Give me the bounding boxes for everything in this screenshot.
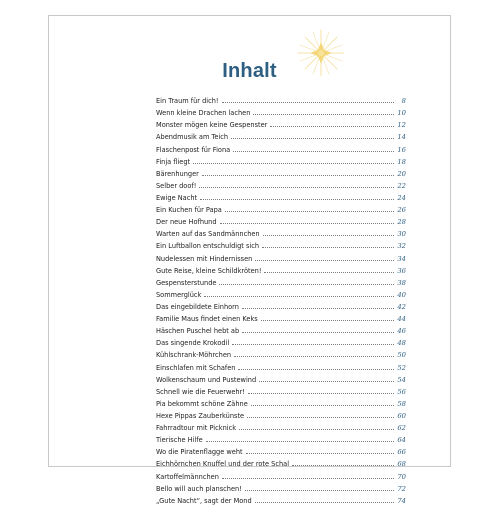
toc-entry-title: Bärenhunger xyxy=(156,169,199,178)
toc-entry-page-number: 54 xyxy=(397,375,406,384)
toc-entry-title: Finja fliegt xyxy=(156,157,191,166)
dot-leader xyxy=(292,464,394,466)
toc-entry xyxy=(156,408,406,420)
dot-leader xyxy=(242,331,394,333)
toc-entry xyxy=(156,468,406,480)
toc-entry-page-number: 52 xyxy=(397,363,406,372)
toc-entry-title: Gespensterstunde xyxy=(156,278,217,287)
dot-leader xyxy=(204,295,394,297)
toc-entry-page-number: 46 xyxy=(397,327,406,336)
toc-entry xyxy=(156,93,406,105)
toc-entry xyxy=(156,202,406,214)
toc-entry xyxy=(156,166,406,178)
book-page xyxy=(48,15,451,505)
dot-leader xyxy=(247,416,394,418)
toc-entry-page-number: 18 xyxy=(397,157,406,166)
toc-entry-page-number: 60 xyxy=(397,411,406,420)
toc-entry xyxy=(156,396,406,408)
toc-entry-title: Familie Maus findet einen Keks xyxy=(156,315,258,324)
toc-entry xyxy=(156,263,406,275)
toc-entry xyxy=(156,420,406,432)
toc-entry xyxy=(156,372,406,384)
toc-entry-title: Der neue Hofhund xyxy=(156,218,217,227)
dot-leader xyxy=(246,452,394,454)
toc-entry-title: Wo die Piratenflagge weht xyxy=(156,448,243,457)
dot-leader xyxy=(219,283,394,285)
toc-entry-page-number: 16 xyxy=(397,145,406,154)
toc-entry-title: Pia bekommt schöne Zähne xyxy=(156,399,248,408)
toc-entry xyxy=(156,226,406,238)
dot-leader xyxy=(261,319,394,321)
toc-entry xyxy=(156,481,406,493)
dot-leader xyxy=(262,246,394,248)
toc-entry-page-number: 38 xyxy=(397,278,406,287)
toc-entry-page-number: 72 xyxy=(397,484,406,493)
dot-leader xyxy=(231,137,394,139)
toc-entry-title: Fahrradtour mit Picknick xyxy=(156,424,237,433)
dot-leader xyxy=(206,440,394,442)
toc-entry xyxy=(156,117,406,129)
dot-leader xyxy=(251,404,394,406)
dot-leader xyxy=(248,392,394,394)
dot-leader xyxy=(264,271,394,273)
dot-leader xyxy=(253,113,394,115)
toc-entry-title: Ein Kuchen für Papa xyxy=(156,206,222,215)
toc-entry-title: „Gute Nacht“, sagt der Mond xyxy=(156,496,252,505)
toc-entry-page-number: 58 xyxy=(397,399,406,408)
toc-entry-title: Das singende Krokodil xyxy=(156,339,230,348)
toc-entry xyxy=(156,444,406,456)
page-title: Inhalt xyxy=(222,60,277,82)
dot-leader xyxy=(222,477,394,479)
toc-entry-title: Kartoffelmännchen xyxy=(156,472,219,481)
dot-leader xyxy=(242,307,394,309)
toc-entry-page-number: 68 xyxy=(397,460,406,469)
dot-leader xyxy=(225,210,394,212)
toc-entry-page-number: 20 xyxy=(397,169,406,178)
toc-entry xyxy=(156,214,406,226)
toc-entry-page-number: 66 xyxy=(397,448,406,457)
dot-leader xyxy=(233,150,394,152)
toc-entry xyxy=(156,129,406,141)
toc-entry-title: Schnell wie die Feuerwehr! xyxy=(156,387,245,396)
toc-entry-page-number: 30 xyxy=(397,230,406,239)
dot-leader xyxy=(220,222,394,224)
toc-entry-title: Monster mögen keine Gespenster xyxy=(156,121,268,130)
toc-entry-title: Wenn kleine Drachen lachen xyxy=(156,109,251,118)
toc-entry xyxy=(156,311,406,323)
toc-entry-title: Einschlafen mit Schafen xyxy=(156,363,236,372)
toc-entry xyxy=(156,299,406,311)
toc-entry xyxy=(156,493,406,505)
toc-entry xyxy=(156,347,406,359)
toc-entry-page-number: 62 xyxy=(397,424,406,433)
toc-entry-title: Sommerglück xyxy=(156,290,202,299)
dot-leader xyxy=(199,186,394,188)
toc-entry xyxy=(156,275,406,287)
toc-entry-page-number: 10 xyxy=(397,109,406,118)
toc-entry-page-number: 36 xyxy=(397,266,406,275)
toc-entry-title: Hexe Pippas Zauberkünste xyxy=(156,411,245,420)
toc-entry xyxy=(156,141,406,153)
toc-entry-page-number: 34 xyxy=(397,254,406,263)
dot-leader xyxy=(193,162,394,164)
toc-entry-page-number: 26 xyxy=(397,206,406,215)
dot-leader xyxy=(263,234,394,236)
dot-leader xyxy=(234,355,394,357)
toc-entry-title: Ein Luftballon entschuldigt sich xyxy=(156,242,260,251)
toc-entry-page-number: 24 xyxy=(397,193,406,202)
toc-entry-title: Nudelessen mit Hindernissen xyxy=(156,254,253,263)
dot-leader xyxy=(259,380,394,382)
toc-entry-page-number: 22 xyxy=(397,181,406,190)
toc-entry-page-number: 42 xyxy=(397,302,406,311)
toc-entry-page-number: 14 xyxy=(397,133,406,142)
toc-entry-page-number: 70 xyxy=(397,472,406,481)
toc-entry-title: Ein Traum für dich! xyxy=(156,97,219,106)
toc-entry-page-number: 74 xyxy=(397,496,406,505)
toc-entry-page-number: 32 xyxy=(397,242,406,251)
toc-entry xyxy=(156,105,406,117)
dot-leader xyxy=(270,125,394,127)
dot-leader xyxy=(200,198,394,200)
toc-entry-page-number: 56 xyxy=(397,387,406,396)
toc-entry-page-number: 12 xyxy=(397,121,406,130)
toc-entry-title: Häschen Puschel hebt ab xyxy=(156,327,240,336)
dot-leader xyxy=(255,259,394,261)
dot-leader xyxy=(255,501,394,503)
toc-entry-page-number: 50 xyxy=(397,351,406,360)
toc-entry xyxy=(156,359,406,371)
toc-entry-title: Das eingebildete Einhorn xyxy=(156,302,239,311)
toc-entry-page-number: 44 xyxy=(397,315,406,324)
toc-entry xyxy=(156,178,406,190)
toc-entry xyxy=(156,456,406,468)
toc-entry xyxy=(156,190,406,202)
toc-entry-title: Abendmusik am Teich xyxy=(156,133,229,142)
toc-entry xyxy=(156,154,406,166)
toc-entry-title: Gute Reise, kleine Schildkröten! xyxy=(156,266,262,275)
toc-entry-title: Wolkenschaum und Pustewind xyxy=(156,375,257,384)
toc-entry xyxy=(156,238,406,250)
toc-entry-title: Kühlschrank-Möhrchen xyxy=(156,351,232,360)
toc-entry-title: Ewige Nacht xyxy=(156,193,198,202)
toc-entry xyxy=(156,323,406,335)
toc-entry xyxy=(156,384,406,396)
dot-leader xyxy=(222,101,394,103)
toc-entry xyxy=(156,250,406,262)
dot-leader xyxy=(238,368,394,370)
toc-entry-page-number: 8 xyxy=(401,97,406,106)
toc-entry-title: Eichhörnchen Knuffel und der rote Schal xyxy=(156,460,290,469)
toc-entry xyxy=(156,287,406,299)
toc-entry-title: Selber doof! xyxy=(156,181,197,190)
toc-entry-page-number: 48 xyxy=(397,339,406,348)
toc-entry-page-number: 28 xyxy=(397,218,406,227)
toc-entry xyxy=(156,335,406,347)
toc-entry-title: Warten auf das Sandmännchen xyxy=(156,230,260,239)
toc-entry-title: Tierische Hilfe xyxy=(156,436,203,445)
toc-entry-page-number: 40 xyxy=(397,290,406,299)
dot-leader xyxy=(202,174,394,176)
toc-entry-page-number: 64 xyxy=(397,436,406,445)
dot-leader xyxy=(239,428,394,430)
toc-entry-title: Flaschenpost für Fiona xyxy=(156,145,231,154)
dot-leader xyxy=(245,489,394,491)
toc-entry xyxy=(156,432,406,444)
toc-entry-title: Bello will auch planschen! xyxy=(156,484,242,493)
dot-leader xyxy=(232,343,394,345)
table-of-contents xyxy=(156,93,406,505)
